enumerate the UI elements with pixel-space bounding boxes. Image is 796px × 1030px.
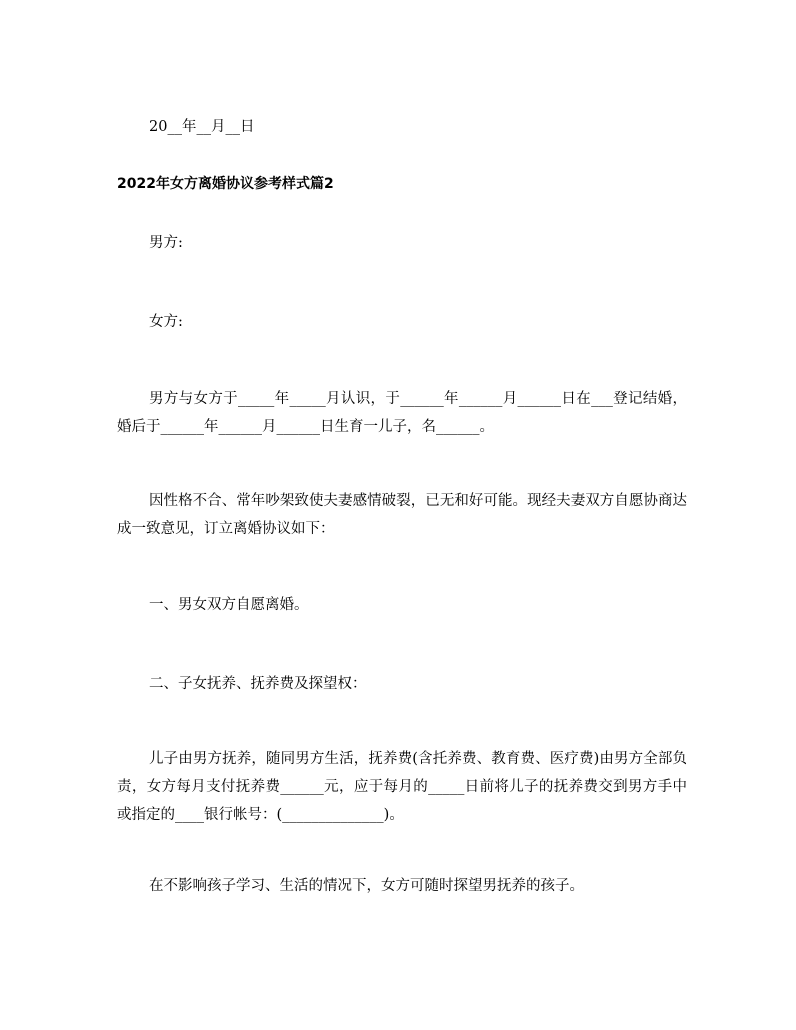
date-line: 20__年__月__日: [149, 119, 255, 135]
meeting-paragraph: 男方与女方于_____年_____月认识，于______年______月______日在___登记结婚，婚后于______年______月______日生育一儿子，名______。: [117, 391, 687, 435]
support-paragraph: 儿子由男方抚养，随同男方生活，抚养费(含托养费、教育费、医疗费)由男方全部负责，女方每月支付抚养费______元，应于每月的_____日前将儿子的抚养费交到男方手中或指定的____银行帐号：(______________)。: [117, 751, 687, 823]
woman-label: 女方:: [149, 314, 183, 330]
clause-one: 一、男女双方自愿离婚。: [149, 597, 309, 613]
man-label: 男方:: [149, 235, 183, 251]
section-heading: 2022年女方离婚协议参考样式篇2: [117, 176, 334, 192]
clause-two-heading: 二、子女抚养、抚养费及探望权：: [149, 676, 367, 692]
reason-paragraph: 因性格不合、常年吵架致使夫妻感情破裂，已无和好可能。现经夫妻双方自愿协商达成一致意见，订立离婚协议如下：: [117, 493, 687, 537]
visit-paragraph: 在不影响孩子学习、生活的情况下，女方可随时探望男抚养的孩子。: [149, 878, 584, 894]
